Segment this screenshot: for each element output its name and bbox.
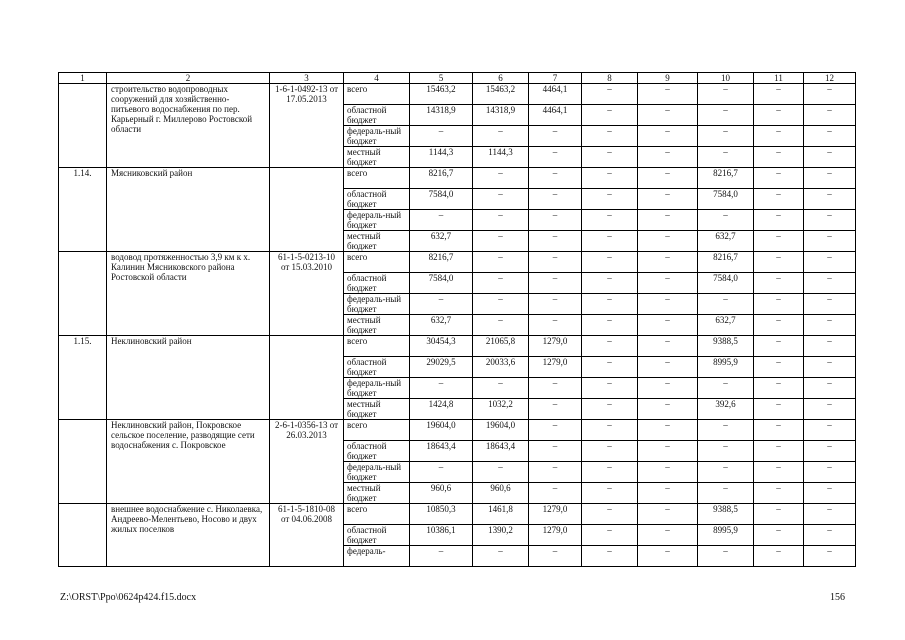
amount-cell: 18643,4 [473, 441, 529, 462]
amount-cell: – [698, 420, 754, 441]
item-name: Мясниковский район [107, 168, 270, 252]
header-cell: 3 [270, 73, 344, 84]
amount-cell: – [638, 84, 698, 105]
amount-cell: – [698, 546, 754, 567]
amount-cell: 8216,7 [698, 252, 754, 273]
header-cell: 12 [804, 73, 856, 84]
funding-source: местный бюджет [344, 147, 410, 168]
amount-cell: – [804, 399, 856, 420]
amount-cell: – [698, 147, 754, 168]
table-row [59, 420, 856, 441]
amount-cell: – [582, 420, 638, 441]
amount-cell: – [754, 189, 804, 210]
amount-cell: – [473, 252, 529, 273]
amount-cell: – [582, 168, 638, 189]
funding-source: федераль- [344, 546, 410, 567]
amount-cell: – [804, 378, 856, 399]
amount-cell: – [754, 126, 804, 147]
amount-cell: – [698, 105, 754, 126]
amount-cell: 960,6 [410, 483, 473, 504]
item-name: водовод протяженностью 3,9 км к х. Калинин Мясниковского района Ростовской области [107, 252, 270, 336]
amount-cell: – [754, 252, 804, 273]
amount-cell: – [638, 462, 698, 483]
amount-cell: – [698, 378, 754, 399]
amount-cell: – [754, 336, 804, 357]
amount-cell: 20033,6 [473, 357, 529, 378]
amount-cell: – [638, 483, 698, 504]
amount-cell: 9388,5 [698, 504, 754, 525]
amount-cell: – [638, 546, 698, 567]
amount-cell: – [804, 441, 856, 462]
amount-cell: – [804, 105, 856, 126]
item-code: 61-1-5-1810-08 от 04.06.2008 [270, 504, 344, 567]
funding-source: областной бюджет [344, 357, 410, 378]
amount-cell: 10386,1 [410, 525, 473, 546]
funding-source: всего [344, 504, 410, 525]
item-code: 61-1-5-0213-10 от 15.03.2010 [270, 252, 344, 336]
amount-cell: 1279,0 [529, 504, 582, 525]
amount-cell: 8216,7 [698, 168, 754, 189]
funding-source: областной бюджет [344, 105, 410, 126]
amount-cell: 632,7 [410, 315, 473, 336]
amount-cell: – [638, 294, 698, 315]
amount-cell: 19604,0 [410, 420, 473, 441]
funding-source: всего [344, 252, 410, 273]
amount-cell: 1279,0 [529, 357, 582, 378]
amount-cell: – [804, 252, 856, 273]
amount-cell: – [582, 126, 638, 147]
header-cell: 11 [754, 73, 804, 84]
header-cell: 7 [529, 73, 582, 84]
funding-source: местный бюджет [344, 399, 410, 420]
amount-cell: – [582, 483, 638, 504]
amount-cell: – [638, 189, 698, 210]
item-code: 2-6-1-0356-13 от 26.03.2013 [270, 420, 344, 504]
amount-cell: – [638, 525, 698, 546]
amount-cell: 18643,4 [410, 441, 473, 462]
amount-cell: – [638, 273, 698, 294]
amount-cell: – [804, 147, 856, 168]
amount-cell: – [804, 336, 856, 357]
amount-cell: – [804, 504, 856, 525]
amount-cell: 21065,8 [473, 336, 529, 357]
amount-cell: 14318,9 [410, 105, 473, 126]
amount-cell: – [698, 462, 754, 483]
amount-cell: – [638, 105, 698, 126]
funding-source: федераль-ный бюджет [344, 462, 410, 483]
table-row [59, 252, 856, 273]
amount-cell: 1144,3 [473, 147, 529, 168]
funding-source: федераль-ный бюджет [344, 378, 410, 399]
amount-cell: – [473, 462, 529, 483]
amount-cell: – [638, 126, 698, 147]
amount-cell: 632,7 [698, 315, 754, 336]
amount-cell: – [804, 315, 856, 336]
amount-cell: – [473, 126, 529, 147]
amount-cell: 1032,2 [473, 399, 529, 420]
funding-source: областной бюджет [344, 525, 410, 546]
funding-source: местный бюджет [344, 483, 410, 504]
page-number: 156 [830, 592, 845, 603]
amount-cell: 7584,0 [698, 273, 754, 294]
amount-cell: – [582, 252, 638, 273]
amount-cell: – [804, 126, 856, 147]
amount-cell: 8216,7 [410, 252, 473, 273]
amount-cell: – [698, 441, 754, 462]
header-cell: 9 [638, 73, 698, 84]
amount-cell: – [754, 420, 804, 441]
amount-cell: 7584,0 [410, 273, 473, 294]
amount-cell: – [754, 315, 804, 336]
amount-cell: 7584,0 [698, 189, 754, 210]
header-row [59, 73, 856, 84]
amount-cell: – [473, 189, 529, 210]
amount-cell: – [638, 147, 698, 168]
amount-cell: 1279,0 [529, 525, 582, 546]
amount-cell: 29029,5 [410, 357, 473, 378]
header-cell: 1 [59, 73, 107, 84]
amount-cell: – [638, 252, 698, 273]
amount-cell: 1424,8 [410, 399, 473, 420]
amount-cell: – [473, 315, 529, 336]
amount-cell: 392,6 [698, 399, 754, 420]
amount-cell: – [582, 231, 638, 252]
amount-cell: – [698, 483, 754, 504]
amount-cell: 632,7 [698, 231, 754, 252]
budget-table [58, 72, 856, 567]
amount-cell: 1390,2 [473, 525, 529, 546]
amount-cell: 1279,0 [529, 336, 582, 357]
funding-source: местный бюджет [344, 315, 410, 336]
amount-cell: – [410, 378, 473, 399]
amount-cell: – [582, 210, 638, 231]
item-code: 1-6-1-0492-13 от 17.05.2013 [270, 84, 344, 168]
amount-cell: 4464,1 [529, 84, 582, 105]
amount-cell: 30454,3 [410, 336, 473, 357]
amount-cell: – [410, 546, 473, 567]
amount-cell: – [529, 273, 582, 294]
amount-cell: – [754, 399, 804, 420]
item-index: 1.14. [59, 168, 107, 252]
funding-source: федераль-ный бюджет [344, 126, 410, 147]
amount-cell: 9388,5 [698, 336, 754, 357]
amount-cell: – [529, 147, 582, 168]
amount-cell: – [804, 483, 856, 504]
amount-cell: – [582, 441, 638, 462]
amount-cell: – [698, 210, 754, 231]
amount-cell: – [754, 105, 804, 126]
header-cell: 8 [582, 73, 638, 84]
amount-cell: – [582, 336, 638, 357]
item-name: Неклиновский район, Покровское сельское поселение, разводящие сети водоснабжения с. Покровское [107, 420, 270, 504]
amount-cell: – [582, 399, 638, 420]
amount-cell: – [804, 84, 856, 105]
amount-cell: – [529, 378, 582, 399]
amount-cell: – [754, 441, 804, 462]
amount-cell: – [804, 462, 856, 483]
amount-cell: – [410, 210, 473, 231]
amount-cell: – [410, 462, 473, 483]
item-index: 1.15. [59, 336, 107, 420]
amount-cell: – [804, 420, 856, 441]
amount-cell: – [754, 357, 804, 378]
amount-cell: 10850,3 [410, 504, 473, 525]
amount-cell: – [804, 525, 856, 546]
item-code [270, 336, 344, 420]
funding-source: федераль-ный бюджет [344, 294, 410, 315]
table-row [59, 504, 856, 525]
header-cell: 6 [473, 73, 529, 84]
amount-cell: 8995,9 [698, 525, 754, 546]
amount-cell: – [529, 252, 582, 273]
amount-cell: 15463,2 [410, 84, 473, 105]
funding-source: всего [344, 336, 410, 357]
item-index [59, 252, 107, 336]
amount-cell: 8995,9 [698, 357, 754, 378]
amount-cell: – [582, 147, 638, 168]
amount-cell: – [804, 357, 856, 378]
amount-cell: – [529, 399, 582, 420]
amount-cell: – [582, 189, 638, 210]
amount-cell: – [473, 231, 529, 252]
table-row [59, 84, 856, 105]
amount-cell: – [529, 126, 582, 147]
amount-cell: – [582, 546, 638, 567]
amount-cell: 960,6 [473, 483, 529, 504]
funding-source: местный бюджет [344, 231, 410, 252]
amount-cell: – [582, 273, 638, 294]
header-cell: 5 [410, 73, 473, 84]
funding-source: областной бюджет [344, 273, 410, 294]
amount-cell: – [529, 420, 582, 441]
amount-cell: – [582, 84, 638, 105]
amount-cell: – [529, 294, 582, 315]
funding-source: федераль-ный бюджет [344, 210, 410, 231]
file-path: Z:\ORST\Ppo\0624p424.f15.docx [60, 592, 197, 603]
table-row [59, 336, 856, 357]
amount-cell: – [638, 399, 698, 420]
amount-cell: 4464,1 [529, 105, 582, 126]
amount-cell: – [754, 147, 804, 168]
amount-cell: – [582, 504, 638, 525]
item-index [59, 84, 107, 168]
amount-cell: – [638, 210, 698, 231]
amount-cell: – [804, 210, 856, 231]
funding-source: всего [344, 420, 410, 441]
funding-source: областной бюджет [344, 189, 410, 210]
amount-cell: – [698, 294, 754, 315]
amount-cell: – [473, 273, 529, 294]
amount-cell: – [804, 231, 856, 252]
amount-cell: – [804, 273, 856, 294]
item-name: внешнее водоснабжение с. Николаевка, Андреево-Мелентьево, Носово и двух жилых поселков [107, 504, 270, 567]
amount-cell: – [638, 378, 698, 399]
amount-cell: – [754, 210, 804, 231]
amount-cell: – [804, 168, 856, 189]
item-name: Неклиновский район [107, 336, 270, 420]
amount-cell: – [804, 546, 856, 567]
amount-cell: 15463,2 [473, 84, 529, 105]
amount-cell: – [638, 441, 698, 462]
amount-cell: – [754, 168, 804, 189]
amount-cell: – [638, 504, 698, 525]
amount-cell: – [754, 84, 804, 105]
amount-cell: 7584,0 [410, 189, 473, 210]
amount-cell: – [582, 462, 638, 483]
amount-cell: 1144,3 [410, 147, 473, 168]
amount-cell: – [473, 168, 529, 189]
funding-source: областной бюджет [344, 441, 410, 462]
amount-cell: 1461,8 [473, 504, 529, 525]
amount-cell: – [638, 168, 698, 189]
amount-cell: – [529, 231, 582, 252]
amount-cell: – [804, 189, 856, 210]
amount-cell: – [754, 504, 804, 525]
amount-cell: – [754, 294, 804, 315]
amount-cell: – [473, 546, 529, 567]
amount-cell: – [410, 294, 473, 315]
amount-cell: – [804, 294, 856, 315]
amount-cell: 19604,0 [473, 420, 529, 441]
amount-cell: – [754, 462, 804, 483]
item-index [59, 504, 107, 567]
amount-cell: – [754, 525, 804, 546]
funding-source: всего [344, 84, 410, 105]
amount-cell: – [582, 294, 638, 315]
amount-cell: – [582, 357, 638, 378]
table-row [59, 168, 856, 189]
amount-cell: – [473, 294, 529, 315]
amount-cell: – [754, 483, 804, 504]
amount-cell: – [698, 126, 754, 147]
amount-cell: – [582, 315, 638, 336]
header-cell: 2 [107, 73, 270, 84]
amount-cell: – [473, 210, 529, 231]
table-body [59, 73, 856, 567]
amount-cell: – [754, 273, 804, 294]
amount-cell: – [638, 231, 698, 252]
amount-cell: – [529, 210, 582, 231]
amount-cell: – [638, 315, 698, 336]
amount-cell: – [582, 525, 638, 546]
header-cell: 10 [698, 73, 754, 84]
amount-cell: – [638, 420, 698, 441]
amount-cell: – [529, 189, 582, 210]
amount-cell: – [529, 168, 582, 189]
amount-cell: – [529, 483, 582, 504]
amount-cell: – [754, 231, 804, 252]
amount-cell: – [754, 546, 804, 567]
amount-cell: 8216,7 [410, 168, 473, 189]
amount-cell: – [582, 378, 638, 399]
amount-cell: 632,7 [410, 231, 473, 252]
amount-cell: – [582, 105, 638, 126]
amount-cell: – [529, 462, 582, 483]
header-cell: 4 [344, 73, 410, 84]
item-index [59, 420, 107, 504]
amount-cell: – [473, 378, 529, 399]
amount-cell: – [529, 315, 582, 336]
item-code [270, 168, 344, 252]
amount-cell: – [638, 336, 698, 357]
funding-source: всего [344, 168, 410, 189]
amount-cell: – [698, 84, 754, 105]
amount-cell: – [410, 126, 473, 147]
amount-cell: 14318,9 [473, 105, 529, 126]
amount-cell: – [529, 441, 582, 462]
item-name: строительство водопроводных сооружений для хозяйственно-питьевого водоснабжения по пер. Карьерный г. Миллерово Ростовской области [107, 84, 270, 168]
amount-cell: – [754, 378, 804, 399]
amount-cell: – [638, 357, 698, 378]
amount-cell: – [529, 546, 582, 567]
